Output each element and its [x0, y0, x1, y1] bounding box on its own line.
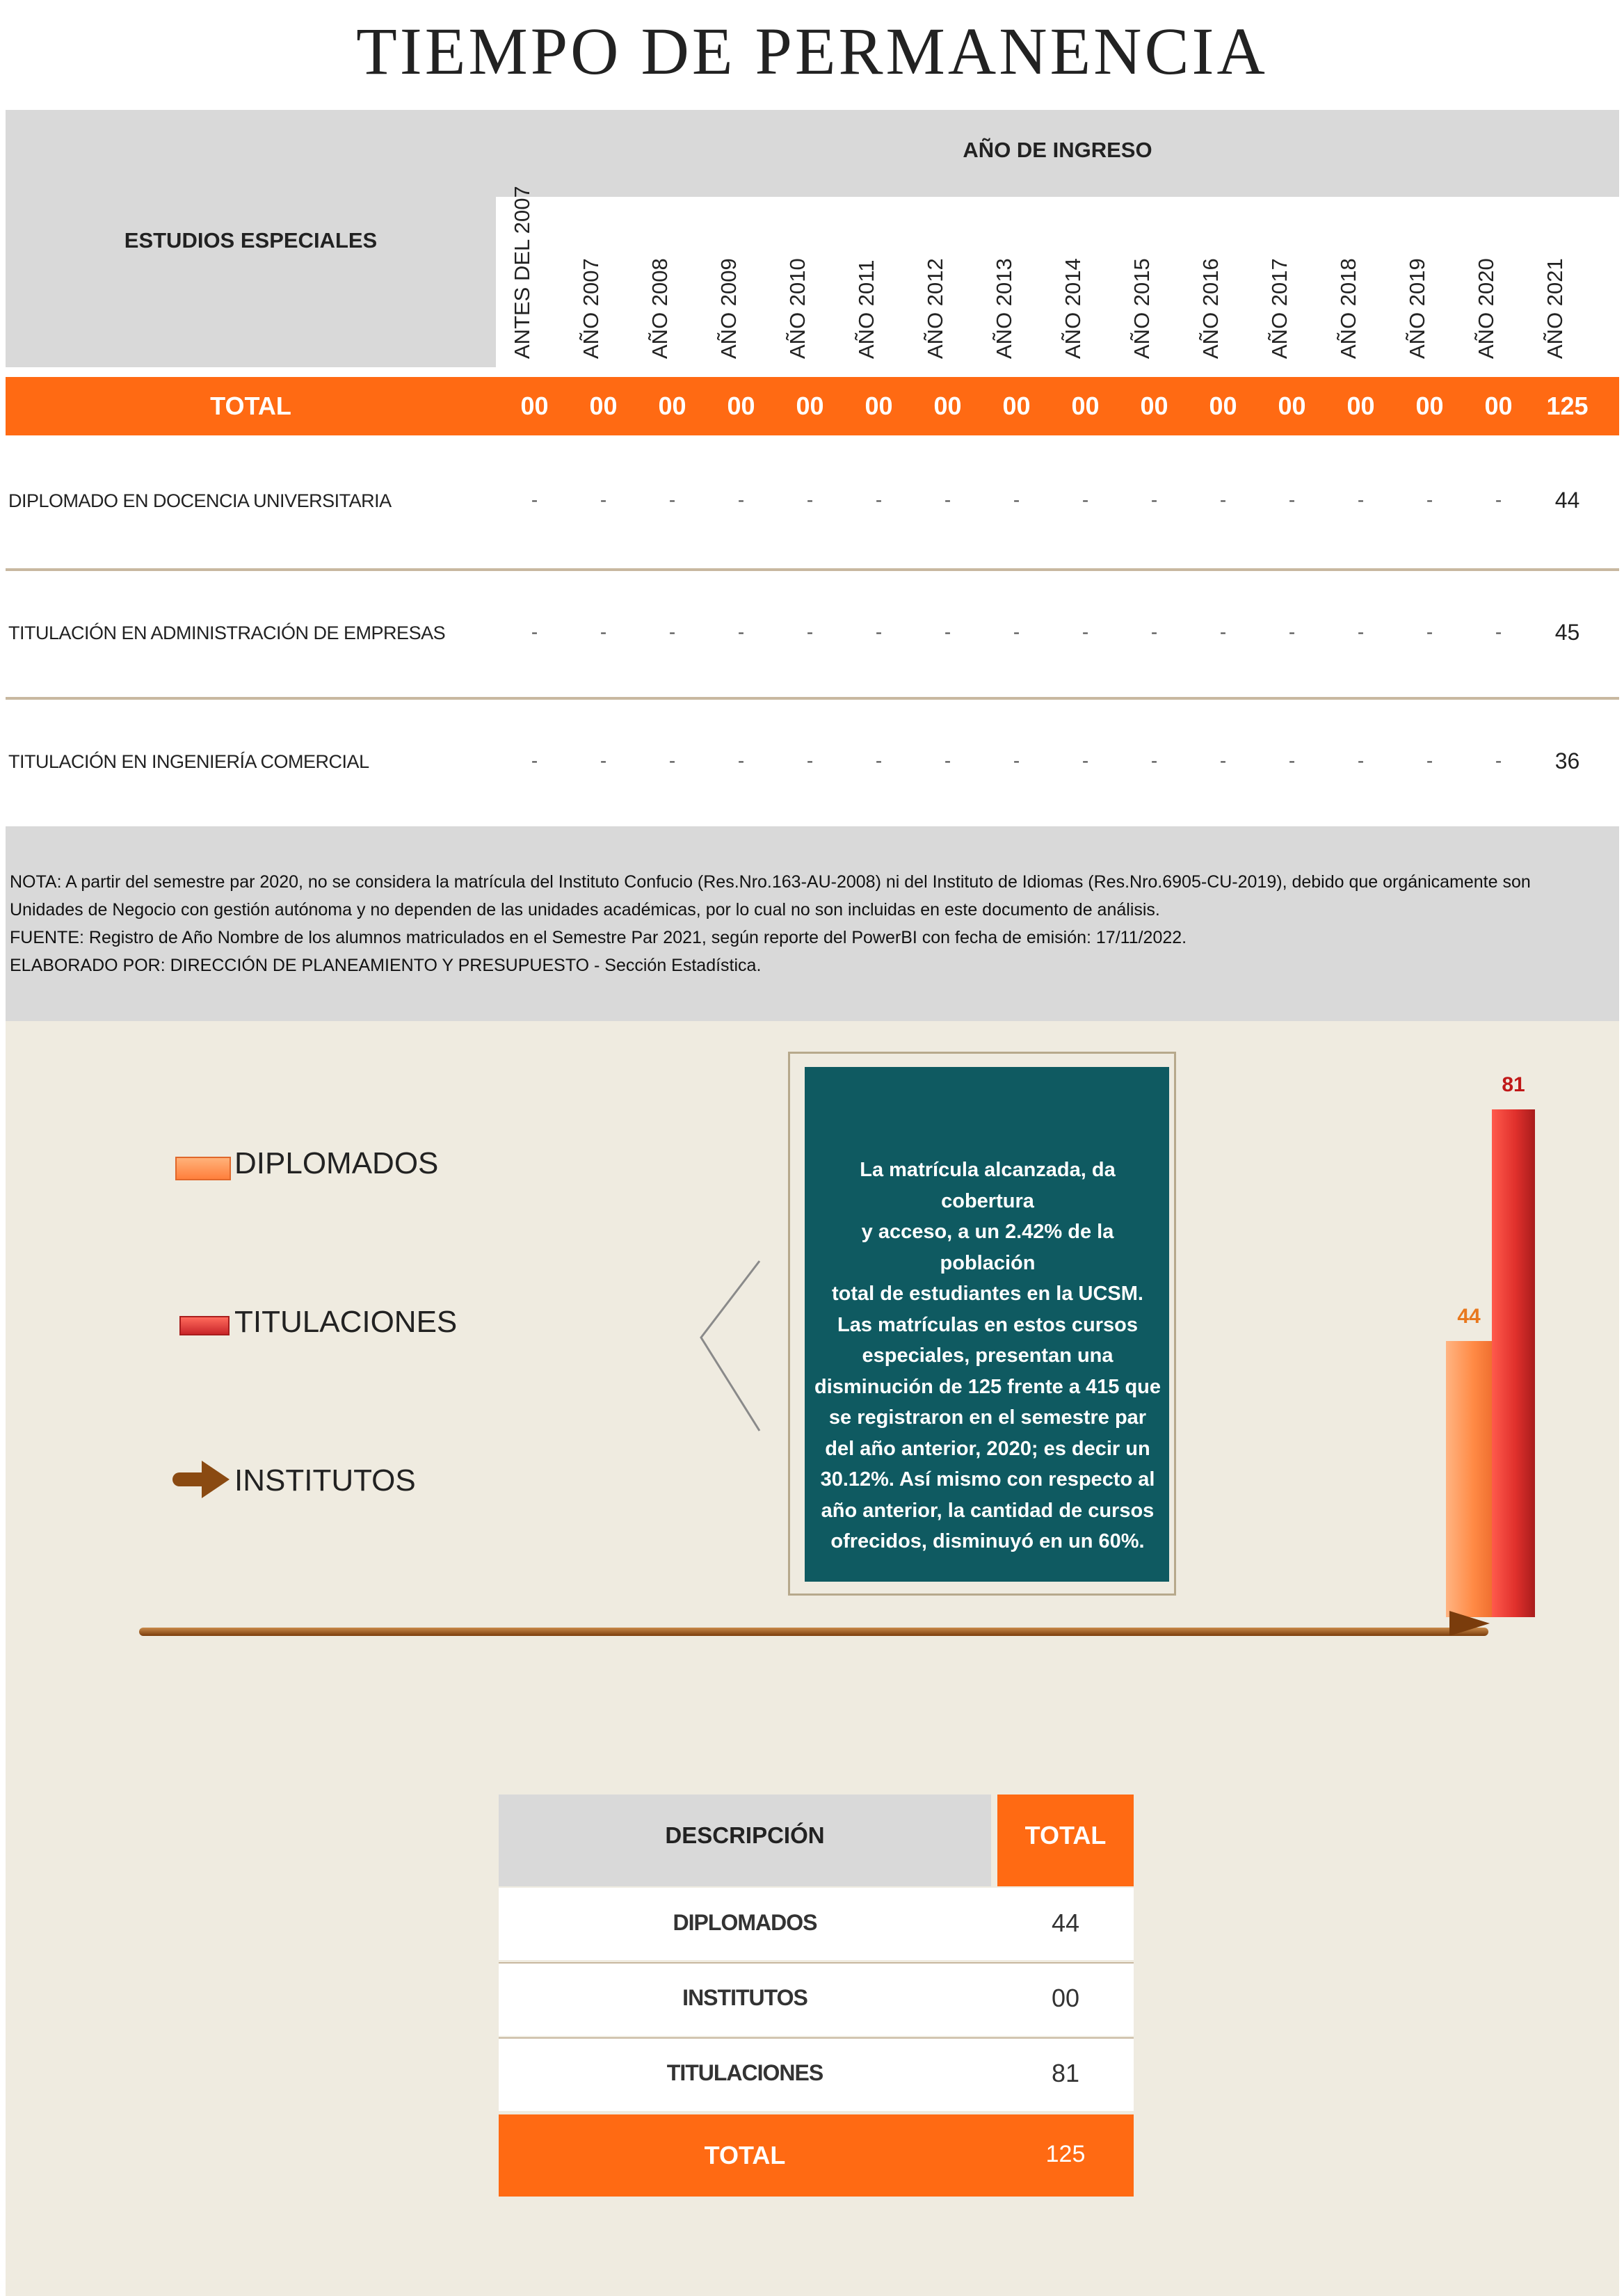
total-cell: 00 [727, 392, 755, 420]
row-cell: - [806, 621, 814, 643]
row-cell: - [1426, 750, 1433, 771]
row-divider [6, 697, 1619, 700]
row-cell: - [531, 621, 538, 643]
total-cell: 00 [1415, 392, 1444, 420]
diplomados-legend-swatch [175, 1157, 231, 1180]
year-header [844, 197, 913, 367]
year-label: AÑO 2021 [1542, 258, 1567, 359]
row-cell: - [1082, 750, 1089, 771]
total-cell: 00 [658, 392, 686, 420]
row-cell: - [1357, 621, 1365, 643]
page-title: TIEMPO DE PERMANENCIA [356, 14, 1268, 88]
year-header [569, 197, 638, 367]
year-label: AÑO 2016 [1198, 258, 1223, 359]
year-header [1395, 197, 1464, 367]
total-cell: 00 [1484, 392, 1513, 420]
titulaciones-legend-swatch [179, 1316, 230, 1335]
summary-total-label: TOTAL [704, 2141, 786, 2169]
year-header [707, 197, 775, 367]
total-cell: 00 [1278, 392, 1306, 420]
row-cell: - [531, 750, 538, 771]
row-cell: - [1495, 489, 1502, 511]
callout-line: y acceso, a un 2.42% de la población [861, 1221, 1114, 1274]
callout-line: disminución de 125 frente a 415 que [814, 1375, 1161, 1398]
year-label: AÑO 2015 [1129, 258, 1154, 359]
row-cell: - [1219, 750, 1227, 771]
row-divider [6, 568, 1619, 571]
summary-total-value: 125 [1045, 2141, 1086, 2167]
bar-label-diplomados: 44 [1457, 1305, 1481, 1328]
year-header [1051, 197, 1120, 367]
row-total-cell: 36 [1554, 748, 1580, 773]
year-header [1120, 197, 1189, 367]
summary-value: 81 [1051, 2059, 1080, 2087]
row-cell: - [1357, 489, 1365, 511]
year-header [1464, 197, 1533, 367]
year-label: AÑO 2018 [1335, 258, 1360, 359]
row-cell: - [806, 489, 814, 511]
row-cell: - [1150, 489, 1158, 511]
row-cell: - [1013, 489, 1020, 511]
header-estudios-especiales: ESTUDIOS ESPECIALES [124, 228, 378, 252]
author-line: ELABORADO POR: DIRECCIÓN DE PLANEAMIENTO Y PRESUPUESTO - Sección Estadística. [10, 956, 762, 975]
row-name: TITULACIÓN EN INGENIERÍA COMERCIAL [8, 751, 369, 772]
year-label: AÑO 2014 [1060, 258, 1085, 359]
summary-value: 00 [1051, 1984, 1080, 2012]
row-cell: - [600, 750, 607, 771]
total-cell: 125 [1546, 392, 1589, 420]
summary-header-descripcion-label: DESCRIPCIÓN [665, 1822, 825, 1848]
year-label: AÑO 2020 [1473, 258, 1498, 359]
callout-line: se registraron en el semestre par [828, 1406, 1147, 1429]
row-cell: - [1150, 621, 1158, 643]
row-cell: - [944, 489, 951, 511]
year-label: AÑO 2009 [716, 258, 741, 359]
callout-text [814, 1155, 1161, 1557]
callout-line: año anterior, la cantidad de cursos [821, 1499, 1155, 1522]
callout-line: Las matrículas en estos cursos [837, 1313, 1138, 1336]
year-header [913, 197, 982, 367]
total-cell: 00 [1071, 392, 1100, 420]
year-header [1257, 197, 1326, 367]
year-label: AÑO 2011 [853, 259, 878, 359]
total-cell: 00 [865, 392, 893, 420]
row-cell: - [1013, 621, 1020, 643]
row-cell: - [668, 621, 676, 643]
year-label: AÑO 2019 [1404, 258, 1429, 359]
row-cell: - [600, 621, 607, 643]
legend-diplomados: DIPLOMADOS [234, 1146, 439, 1180]
note-text [10, 868, 1609, 979]
total-cell: 00 [933, 392, 962, 420]
year-header [1533, 197, 1602, 367]
callout-line: total de estudiantes en la UCSM. [832, 1283, 1143, 1305]
row-cell: - [1219, 489, 1227, 511]
chart-axis-arrow [139, 1628, 1488, 1636]
arrow-head-icon [202, 1461, 230, 1498]
row-cell: - [531, 489, 538, 511]
total-cell: 00 [589, 392, 618, 420]
legend-titulaciones: TITULACIONES [234, 1305, 458, 1339]
arrow-icon [172, 1472, 203, 1486]
row-cell: - [1013, 750, 1020, 771]
callout-line: especiales, presentan una [862, 1344, 1114, 1367]
row-cell: - [944, 750, 951, 771]
year-label: AÑO 2007 [578, 258, 603, 359]
callout-line: ofrecidos, disminuyó en un 60%. [830, 1530, 1145, 1552]
row-cell: - [1288, 621, 1296, 643]
year-label: AÑO 2010 [785, 258, 810, 359]
callout-pointer [689, 1255, 793, 1436]
legend-institutos: INSTITUTOS [234, 1463, 416, 1498]
year-header [775, 197, 844, 367]
row-cell: - [944, 621, 951, 643]
row-name: DIPLOMADO EN DOCENCIA UNIVERSITARIA [8, 490, 392, 511]
bar-diplomados [1446, 1341, 1492, 1617]
row-cell: - [875, 621, 883, 643]
year-label: ANTES DEL 2007 [509, 186, 534, 359]
bar-titulaciones [1492, 1109, 1535, 1617]
row-cell: - [668, 750, 676, 771]
summary-desc: INSTITUTOS [682, 1985, 807, 2010]
total-cell: 00 [520, 392, 549, 420]
summary-desc: TITULACIONES [666, 2060, 823, 2085]
callout-line: 30.12%. Así mismo con respecto al [820, 1468, 1155, 1491]
total-cell: 00 [1002, 392, 1031, 420]
total-cell: 00 [1346, 392, 1375, 420]
year-header [1189, 197, 1257, 367]
row-total-cell: 45 [1554, 620, 1580, 645]
year-header [638, 197, 707, 367]
bar-label-titulaciones: 81 [1502, 1073, 1525, 1096]
row-cell: - [1495, 750, 1502, 771]
total-cell: 00 [796, 392, 824, 420]
row-cell: - [668, 489, 676, 511]
axis-arrow-head-icon [1449, 1611, 1490, 1636]
total-label: TOTAL [210, 392, 291, 420]
row-cell: - [1150, 750, 1158, 771]
summary-value: 44 [1051, 1909, 1080, 1937]
row-total-cell: 44 [1554, 488, 1580, 513]
year-header [982, 197, 1051, 367]
row-name: TITULACIÓN EN ADMINISTRACIÓN DE EMPRESAS [8, 623, 446, 643]
callout-line: del año anterior, 2020; es decir un [825, 1437, 1150, 1460]
year-header [1326, 197, 1395, 367]
year-label: AÑO 2013 [991, 258, 1016, 359]
row-cell: - [1495, 621, 1502, 643]
row-cell: - [875, 489, 883, 511]
row-cell: - [1357, 750, 1365, 771]
total-cell: 00 [1140, 392, 1168, 420]
callout-line: La matrícula alcanzada, da cobertura [860, 1159, 1116, 1212]
row-cell: - [1082, 621, 1089, 643]
row-cell: - [737, 750, 745, 771]
note-line: NOTA: A partir del semestre par 2020, no se considera la matrícula del Instituto Confucio (Res.Nro.163-AU-2008) ni del Instituto de Idiomas (Res.Nro.6905-CU-2019), debido que orgánicamente son [10, 872, 1531, 892]
summary-header-total-label: TOTAL [1024, 1821, 1107, 1849]
year-label: AÑO 2008 [647, 258, 672, 359]
row-cell: - [737, 621, 745, 643]
row-cell: - [1288, 750, 1296, 771]
row-cell: - [1426, 489, 1433, 511]
source-line: FUENTE: Registro de Año Nombre de los alumnos matriculados en el Semestre Par 2021, según reporte del PowerBI con fecha de emisión: 17/11/2022. [10, 928, 1187, 947]
year-label: AÑO 2012 [922, 258, 947, 359]
row-cell: - [1219, 621, 1227, 643]
row-cell: - [806, 750, 814, 771]
total-cell: 00 [1209, 392, 1237, 420]
note-line: Unidades de Negocio con gestión autónoma y no dependen de las unidades académicas, por lo cual no son incluidas en este documento de análisis. [10, 900, 1160, 920]
summary-desc: DIPLOMADOS [673, 1910, 817, 1935]
row-cell: - [737, 489, 745, 511]
row-cell: - [1082, 489, 1089, 511]
row-cell: - [600, 489, 607, 511]
year-label: AÑO 2017 [1267, 258, 1292, 359]
row-cell: - [1426, 621, 1433, 643]
year-header [500, 186, 569, 367]
header-ano-de-ingreso: AÑO DE INGRESO [963, 138, 1152, 162]
row-cell: - [875, 750, 883, 771]
row-cell: - [1288, 489, 1296, 511]
